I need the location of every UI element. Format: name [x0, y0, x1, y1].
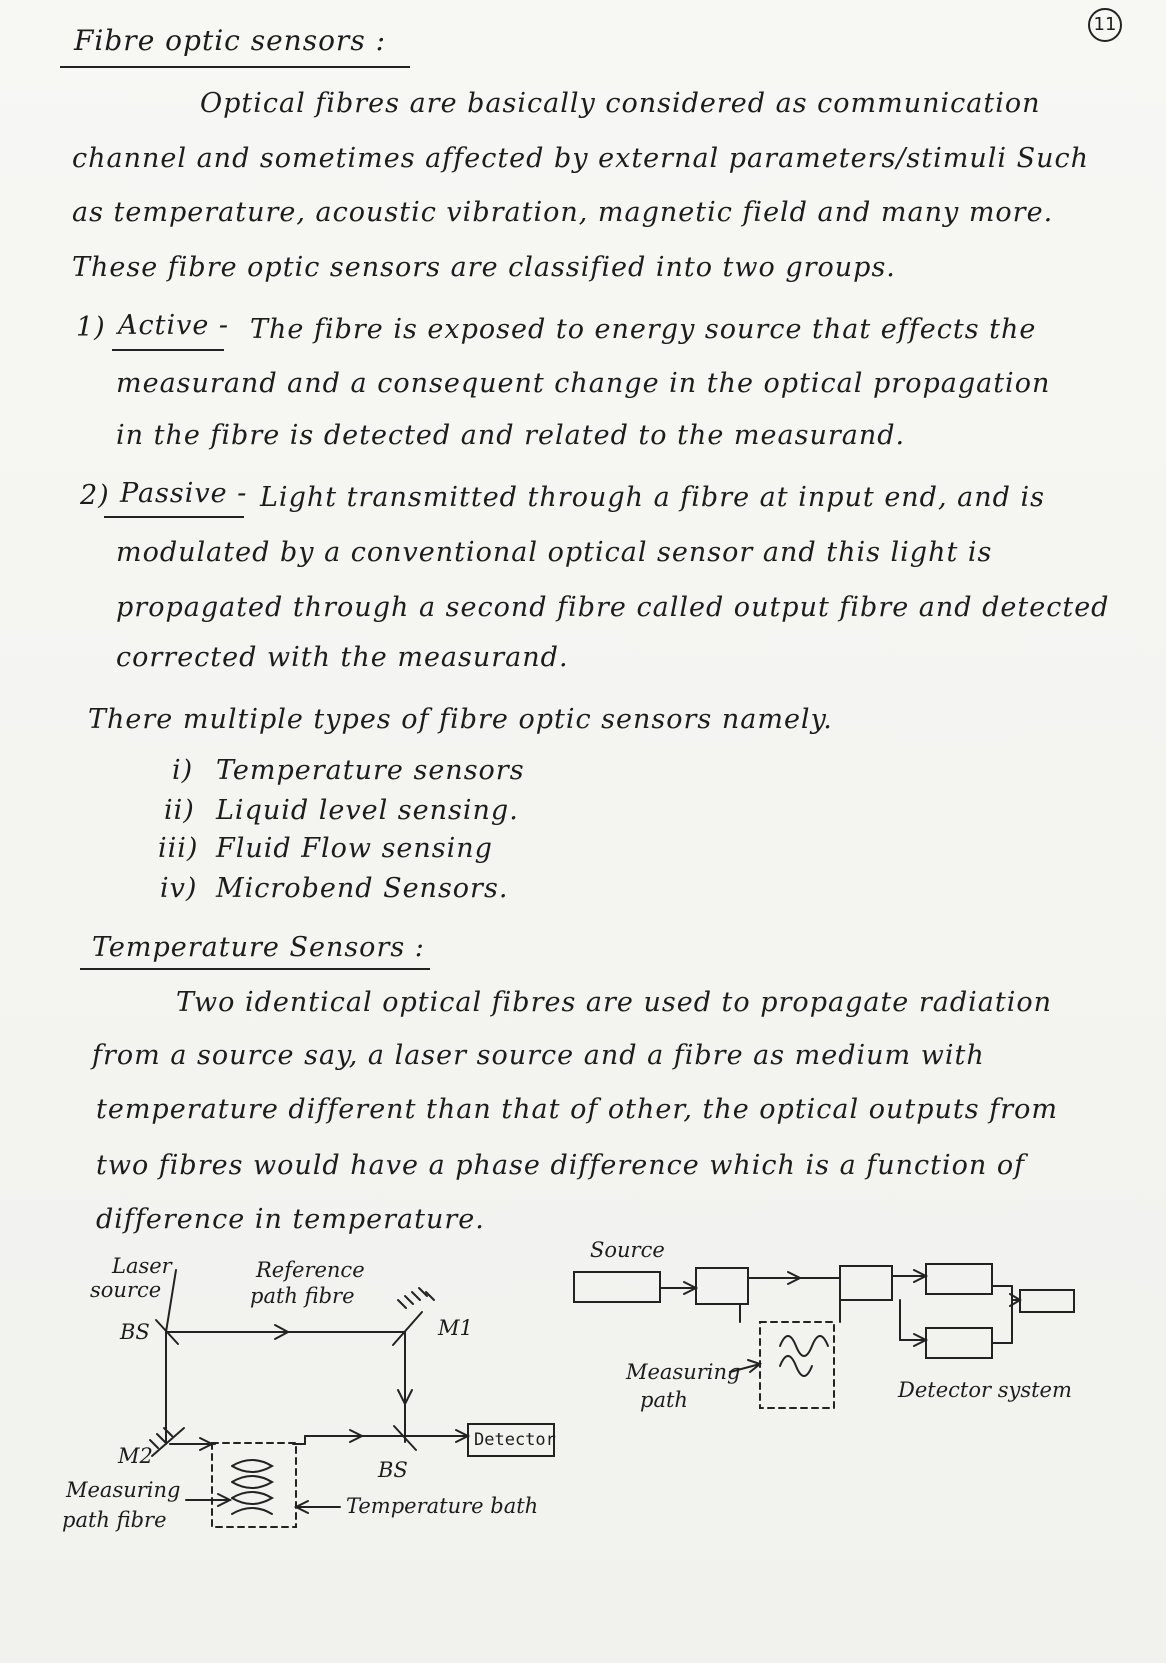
types-intro: There multiple types of fibre optic sensors namely. — [88, 704, 833, 735]
laser-label-2: source — [90, 1278, 162, 1302]
page-number: 11 — [1088, 8, 1122, 42]
measuring-path-label-2: path — [640, 1388, 688, 1412]
measuring-path-label-1: Measuring — [626, 1360, 741, 1384]
detector-label: Detector — [474, 1430, 556, 1450]
source-box — [574, 1272, 660, 1302]
intro-line-4: These fibre optic sensors are classified into two groups. — [72, 252, 896, 283]
temperature-bath-label: Temperature bath — [346, 1494, 539, 1518]
detector-system-label: Detector system — [898, 1378, 1072, 1402]
laser-label-1: Laser — [112, 1254, 172, 1278]
intro-line-3: as temperature, acoustic vibration, magnetic field and many more. — [72, 197, 1054, 228]
temp-line-4: two fibres would have a phase difference which is a function of — [96, 1150, 1026, 1181]
page-title: Fibre optic sensors : — [74, 24, 387, 57]
temp-line-5: difference in temperature. — [96, 1204, 485, 1235]
measuring-label-2: path fibre — [62, 1508, 167, 1532]
group-2-title: Passive - — [120, 478, 248, 509]
m1-mirror — [393, 1312, 422, 1345]
measuring-path-box — [760, 1322, 834, 1408]
reference-label-2: path fibre — [250, 1284, 355, 1308]
bs-top-label: BS — [120, 1320, 150, 1344]
type-3-text: Fluid Flow sensing — [216, 833, 493, 864]
group-1-number: 1) — [76, 312, 106, 343]
temp-line-3: temperature different than that of other, the optical outputs from — [96, 1094, 1058, 1125]
coupler-2 — [840, 1266, 892, 1300]
temp-line-2: from a source say, a laser source and a fibre as medium with — [92, 1040, 985, 1071]
intro-line-1: Optical fibres are basically considered as communication — [200, 88, 1041, 119]
reference-label-1: Reference — [256, 1258, 365, 1282]
temperature-heading: Temperature Sensors : — [92, 932, 425, 963]
coupler-1 — [696, 1268, 748, 1304]
group-1-line-2: measurand and a consequent change in the optical propagation — [116, 368, 1051, 399]
group-2-line-3: propagated through a second fibre called output fibre and detected — [116, 592, 1110, 623]
type-1-number: i) — [172, 755, 194, 786]
type-2-number: ii) — [164, 795, 195, 826]
detector-b — [926, 1328, 992, 1358]
m1-label: M1 — [438, 1316, 473, 1340]
type-1-text: Temperature sensors — [216, 755, 525, 786]
right-coil — [780, 1336, 828, 1376]
type-4-number: iv) — [160, 873, 198, 904]
group-1-title: Active - — [118, 310, 230, 341]
laser-line — [166, 1270, 176, 1332]
type-3-number: iii) — [158, 833, 199, 864]
group-2-line-4: corrected with the measurand. — [116, 642, 569, 673]
source-label: Source — [590, 1238, 665, 1262]
group-2-number: 2) — [80, 480, 110, 511]
detector-a — [926, 1264, 992, 1294]
measuring-coil — [232, 1460, 272, 1514]
temp-line-1: Two identical optical fibres are used to propagate radiation — [176, 987, 1053, 1018]
group-1-line-1: The fibre is exposed to energy source that effects the — [250, 314, 1037, 345]
group-2-line-2: modulated by a conventional optical sensor and this light is — [116, 537, 993, 568]
group-2-line-1: Light transmitted through a fibre at input end, and is — [260, 482, 1045, 513]
type-2-text: Liquid level sensing. — [216, 795, 519, 826]
output-box — [1020, 1290, 1074, 1312]
group-1-line-3: in the fibre is detected and related to the measurand. — [116, 420, 906, 451]
bs-bottom-label: BS — [378, 1458, 408, 1482]
type-4-text: Microbend Sensors. — [216, 873, 509, 904]
m2-label: M2 — [118, 1444, 153, 1468]
intro-line-2: channel and sometimes affected by external parameters/stimuli Such — [72, 143, 1090, 174]
measuring-label-1: Measuring — [66, 1478, 181, 1502]
temperature-bath — [212, 1443, 296, 1527]
